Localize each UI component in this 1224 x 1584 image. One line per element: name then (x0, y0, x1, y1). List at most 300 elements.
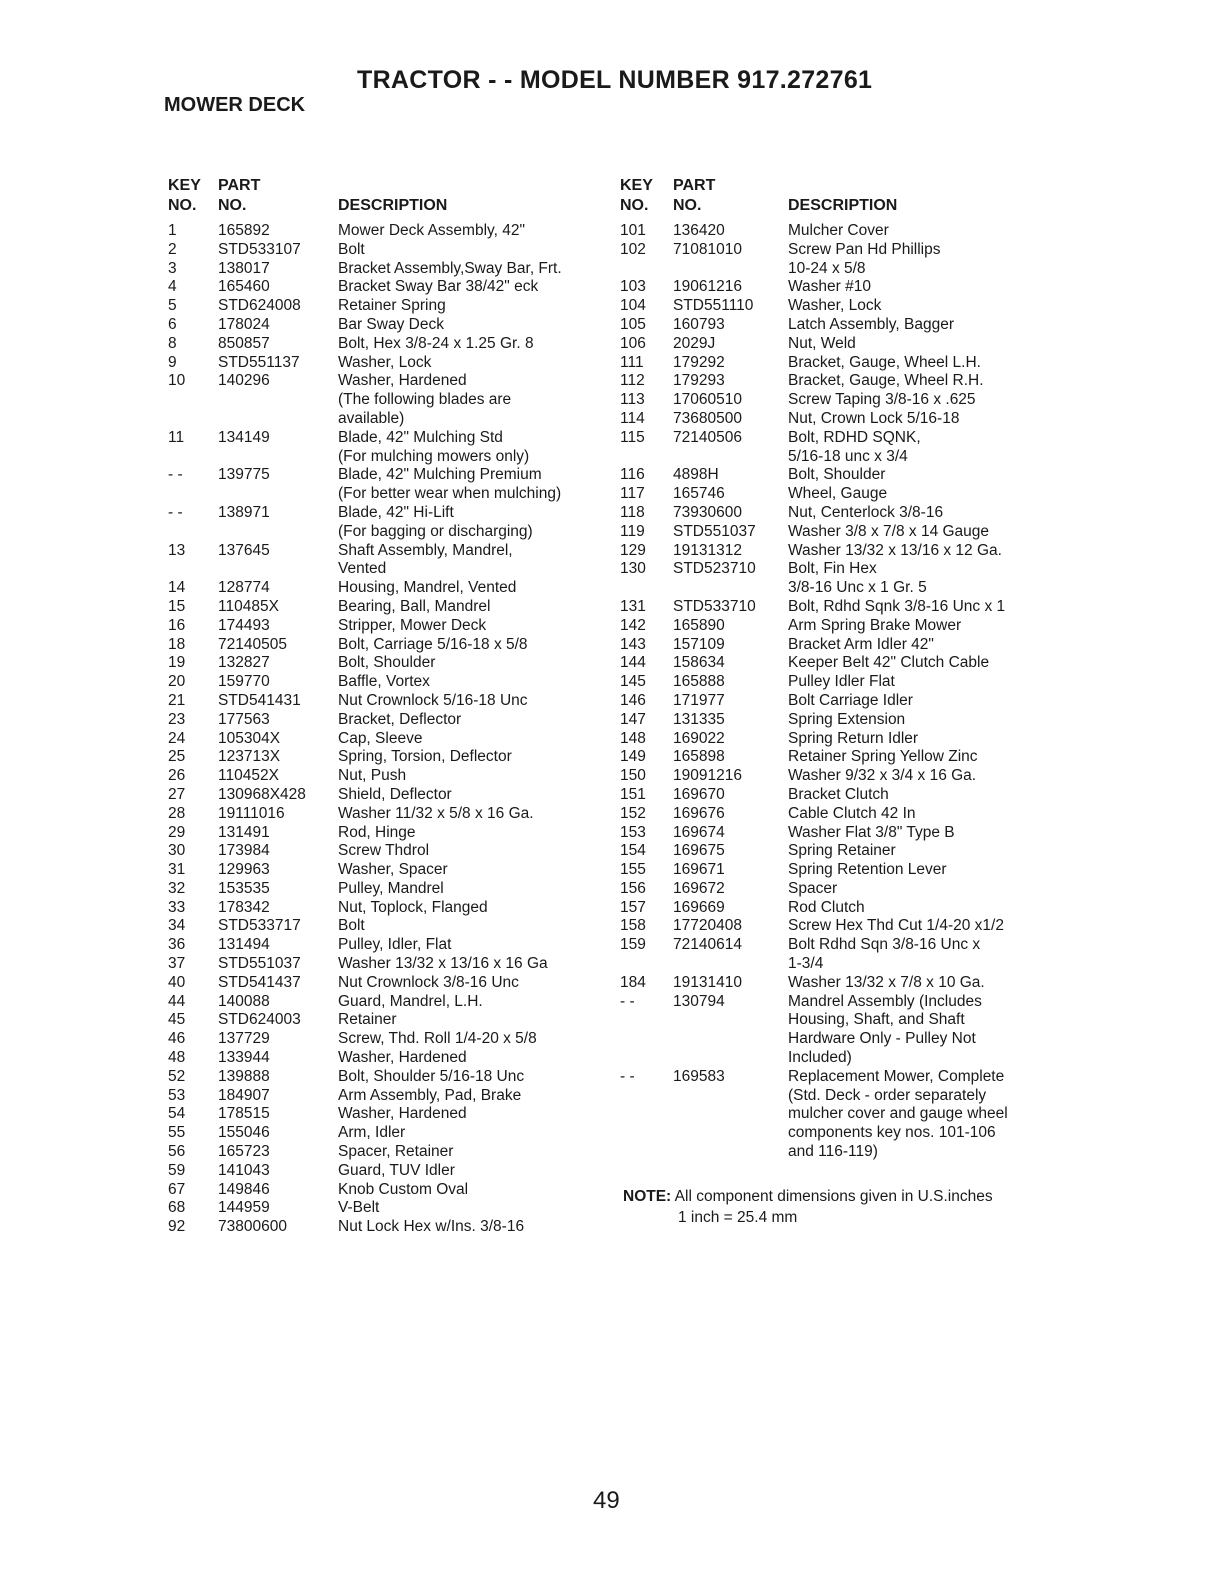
part-number: 17060510 (673, 391, 742, 409)
part-description: Keeper Belt 42" Clutch Cable (788, 654, 990, 672)
part-number: 140296 (218, 372, 270, 390)
key-number: 31 (168, 861, 186, 879)
part-description: Guard, Mandrel, L.H. (338, 992, 483, 1010)
part-description: Screw Pan Hd Phillips 10-24 x 5/8 (788, 240, 941, 277)
part-description: Spring Return Idler (788, 729, 919, 747)
part-number: 184907 (218, 1086, 270, 1104)
key-number: 118 (620, 503, 645, 521)
part-description: Stripper, Mower Deck (338, 616, 487, 634)
column-header-row-1 (168, 176, 608, 196)
key-number: 34 (168, 917, 186, 935)
table-row (620, 993, 1060, 1068)
table-row (168, 466, 608, 504)
key-number: 52 (168, 1067, 186, 1085)
part-description: Nut, Crown Lock 5/16-18 (788, 409, 960, 427)
part-number: 19111016 (218, 804, 285, 822)
key-number: 32 (168, 879, 186, 897)
key-number: 147 (620, 710, 646, 728)
part-number: 169674 (673, 823, 725, 841)
key-number: 148 (620, 729, 646, 747)
key-number: 156 (620, 879, 646, 897)
table-row (168, 278, 608, 297)
key-number: 106 (620, 334, 646, 352)
key-number: 13 (168, 541, 186, 559)
key-number: 145 (620, 673, 646, 691)
table-row (620, 241, 1060, 279)
key-number: 131 (620, 597, 646, 615)
key-number: 152 (620, 804, 646, 822)
part-number: 850857 (218, 334, 270, 352)
table-row (168, 880, 608, 899)
part-description: Bracket Clutch (788, 785, 889, 803)
part-description: Washer 13/32 x 7/8 x 10 Ga. (788, 973, 985, 991)
table-row (168, 786, 608, 805)
key-number: 103 (620, 278, 646, 296)
part-description: Bracket Sway Bar 38/42" eck (338, 278, 539, 296)
part-description: Pulley Idler Flat (788, 673, 895, 691)
key-number: 130 (620, 560, 646, 578)
table-row (168, 1162, 608, 1181)
part-description: Bolt, Hex 3/8-24 x 1.25 Gr. 8 (338, 334, 534, 352)
table-row (620, 504, 1060, 523)
key-number: 92 (168, 1218, 186, 1236)
table-row (620, 429, 1060, 467)
part-number: 169583 (673, 1067, 725, 1085)
table-row (620, 636, 1060, 655)
part-number: STD624003 (218, 1011, 301, 1029)
table-row (620, 692, 1060, 711)
part-description: Mower Deck Assembly, 42" (338, 222, 525, 239)
table-row (620, 899, 1060, 918)
key-number: 102 (620, 240, 646, 258)
part-number: 178515 (218, 1105, 270, 1123)
key-number: 56 (168, 1143, 186, 1161)
column-header-row-1 (620, 176, 1060, 196)
table-row (168, 767, 608, 786)
part-number: 178342 (218, 898, 270, 916)
table-row (620, 805, 1060, 824)
table-row (620, 297, 1060, 316)
part-number: 165890 (673, 616, 725, 634)
key-number: 105 (620, 315, 646, 333)
key-number: 24 (168, 729, 186, 747)
column-header-row-2 (168, 196, 608, 222)
part-number: 130794 (673, 992, 725, 1010)
part-number: 131494 (218, 936, 270, 954)
part-description: Bolt, Shoulder (338, 654, 436, 672)
part-description: Spring Extension (788, 710, 906, 728)
part-number: 165898 (673, 748, 725, 766)
parts-list-right (620, 176, 1060, 1162)
key-number: 112 (620, 372, 645, 390)
column-header-row-2 (620, 196, 1060, 222)
part-number: 132827 (218, 654, 270, 672)
part-number: 73930600 (673, 503, 742, 521)
note-text: All component dimensions given in U.S.inches (674, 1188, 993, 1205)
part-description: Rod Clutch (788, 898, 865, 916)
table-row (620, 861, 1060, 880)
table-row (620, 560, 1060, 598)
table-row (168, 1124, 608, 1143)
table-row (620, 730, 1060, 749)
part-number: 128774 (218, 579, 270, 597)
table-row (168, 316, 608, 335)
part-description: Nut, Toplock, Flanged (338, 898, 488, 916)
key-number: 25 (168, 748, 186, 766)
table-row (168, 917, 608, 936)
part-description: Bolt (338, 240, 365, 258)
key-number: 26 (168, 767, 186, 785)
part-number: 123713X (218, 748, 281, 766)
part-number: 179293 (673, 372, 725, 390)
part-description: Bolt, Rdhd Sqnk 3/8-16 Unc x 1 (788, 597, 1006, 615)
part-description: Replacement Mower, Complete (Std. Deck - order separately mulcher cover and gauge wheel components key nos. 101-106 and 116-119) (788, 1067, 1008, 1161)
key-number: 184 (620, 973, 646, 991)
part-number: 169675 (673, 842, 725, 860)
part-description: Bolt, Carriage 5/16-18 x 5/8 (338, 635, 528, 653)
table-row (168, 824, 608, 843)
table-row (168, 899, 608, 918)
part-description: Shaft Assembly, Mandrel, Vented (338, 541, 513, 578)
key-number: 30 (168, 842, 186, 860)
table-row (168, 861, 608, 880)
part-description: Mandrel Assembly (Includes Housing, Shaft, and Shaft Hardware Only - Pulley Not Included) (788, 992, 982, 1067)
key-number: 154 (620, 842, 646, 860)
part-description: Bolt Carriage Idler (788, 691, 913, 709)
key-number: 115 (620, 428, 645, 446)
part-number: 153535 (218, 879, 270, 897)
table-row (620, 917, 1060, 936)
table-row (168, 1030, 608, 1049)
table-row (168, 692, 608, 711)
part-number: 105304X (218, 729, 281, 747)
part-description: Pulley, Idler, Flat (338, 936, 452, 954)
part-description: Wheel, Gauge (788, 485, 888, 503)
part-number: 72140614 (673, 936, 742, 954)
part-description: Bracket Assembly,Sway Bar, Frt. (338, 259, 562, 277)
key-number: 15 (168, 597, 186, 615)
key-number: 40 (168, 973, 186, 991)
table-row (620, 372, 1060, 391)
part-description: Washer 3/8 x 7/8 x 14 Gauge (788, 522, 990, 540)
part-description: Bearing, Ball, Mandrel (338, 597, 491, 615)
part-description: Washer, Hardened (The following blades are available) (338, 372, 512, 427)
part-number: 149846 (218, 1180, 270, 1198)
table-row (168, 222, 608, 241)
key-number: 129 (620, 541, 646, 559)
part-number: 165888 (673, 673, 725, 691)
key-number: 28 (168, 804, 186, 822)
table-row (620, 410, 1060, 429)
key-number: 29 (168, 823, 186, 841)
table-row (168, 1068, 608, 1087)
part-description: Retainer Spring (338, 297, 446, 315)
section-title: MOWER DECK (164, 94, 306, 116)
part-description: Blade, 42" Hi-Lift (For bagging or discharging) (338, 503, 533, 540)
part-number: STD551037 (218, 955, 301, 973)
table-row (168, 617, 608, 636)
part-description: Arm Spring Brake Mower (788, 616, 962, 634)
part-number: STD624008 (218, 297, 301, 315)
part-number: 110452X (218, 767, 279, 785)
key-number: 158 (620, 917, 646, 935)
part-number: 131335 (673, 710, 725, 728)
no-label: NO. (218, 197, 247, 214)
key-number: 16 (168, 616, 186, 634)
part-description: Bolt Rdhd Sqn 3/8-16 Unc x 1-3/4 (788, 936, 981, 973)
part-description: Pulley, Mandrel (338, 879, 444, 897)
table-row (168, 1105, 608, 1124)
part-description: Bracket, Gauge, Wheel L.H. (788, 353, 981, 371)
part-number: 165892 (218, 222, 270, 239)
part-number: STD551037 (673, 522, 756, 540)
key-number: 151 (620, 785, 646, 803)
key-number: 19 (168, 654, 186, 672)
part-number: 19131410 (673, 973, 742, 991)
table-row (168, 260, 608, 279)
table-row (620, 316, 1060, 335)
part-description: Spacer (788, 879, 838, 897)
part-number: STD541437 (218, 973, 301, 991)
part-number: 136420 (673, 222, 725, 239)
part-description: Cable Clutch 42 In (788, 804, 916, 822)
key-number: 159 (620, 936, 646, 954)
key-number: 3 (168, 259, 177, 277)
part-description: Bracket Arm Idler 42" (788, 635, 934, 653)
part-description: Spring, Torsion, Deflector (338, 748, 512, 766)
table-row (168, 1049, 608, 1068)
key-number: 8 (168, 334, 177, 352)
key-number: 143 (620, 635, 646, 653)
table-row (620, 880, 1060, 899)
part-number: 19091216 (673, 767, 742, 785)
part-description: Washer, Spacer (338, 861, 448, 879)
key-number: 113 (620, 391, 645, 409)
part-number: 140088 (218, 992, 270, 1010)
part-number: STD551110 (673, 297, 754, 315)
part-label: PART (218, 177, 261, 194)
table-row (620, 786, 1060, 805)
key-number: 68 (168, 1199, 186, 1217)
part-number: STD533717 (218, 917, 301, 935)
part-description: Washer 9/32 x 3/4 x 16 Ga. (788, 767, 977, 785)
part-number: 138971 (218, 503, 270, 521)
key-number: 119 (620, 522, 645, 540)
part-number: 169022 (673, 729, 725, 747)
key-number: 55 (168, 1124, 186, 1142)
part-description: Baffle, Vortex (338, 673, 430, 691)
part-description: Nut, Push (338, 767, 407, 785)
no-label: NO. (168, 197, 197, 214)
key-number: 33 (168, 898, 186, 916)
part-number: 141043 (218, 1161, 270, 1179)
key-number: 144 (620, 654, 646, 672)
table-row (620, 354, 1060, 373)
page-title: TRACTOR - - MODEL NUMBER 917.272761 (357, 66, 873, 94)
key-number: 117 (620, 485, 645, 503)
part-number: 138017 (218, 259, 270, 277)
table-row (168, 579, 608, 598)
key-number: 44 (168, 992, 186, 1010)
part-number: 155046 (218, 1124, 270, 1142)
part-number: 139888 (218, 1067, 270, 1085)
part-description: Retainer Spring Yellow Zinc (788, 748, 978, 766)
key-number: 36 (168, 936, 186, 954)
part-number: 72140505 (218, 635, 287, 653)
table-row (168, 504, 608, 542)
part-number: 159770 (218, 673, 270, 691)
part-number: STD533107 (218, 240, 301, 258)
key-number: 67 (168, 1180, 186, 1198)
key-number: - - (620, 1067, 635, 1085)
table-row (620, 617, 1060, 636)
table-row (620, 842, 1060, 861)
part-description: Screw Taping 3/8-16 x .625 (788, 391, 976, 409)
key-number: 153 (620, 823, 646, 841)
key-number: 111 (620, 353, 644, 371)
table-row (620, 542, 1060, 561)
part-description: Arm, Idler (338, 1124, 406, 1142)
table-row (620, 391, 1060, 410)
part-description: Nut, Centerlock 3/8-16 (788, 503, 944, 521)
part-number: 158634 (673, 654, 725, 672)
part-number: 129963 (218, 861, 270, 879)
part-number: 165723 (218, 1143, 270, 1161)
table-row (168, 673, 608, 692)
key-number: 53 (168, 1086, 186, 1104)
part-number: STD533710 (673, 597, 756, 615)
key-number: 155 (620, 861, 646, 879)
table-row (620, 673, 1060, 692)
key-number: 18 (168, 635, 186, 653)
part-number: 160793 (673, 315, 725, 333)
part-description: Washer 11/32 x 5/8 x 16 Ga. (338, 804, 534, 822)
part-description: Bracket, Deflector (338, 710, 462, 728)
table-row (168, 241, 608, 260)
table-row (620, 598, 1060, 617)
part-number: 179292 (673, 353, 725, 371)
part-number: 72140506 (673, 428, 742, 446)
part-description: Washer Flat 3/8" Type B (788, 823, 955, 841)
page-number: 49 (593, 1487, 620, 1514)
part-description: Washer #10 (788, 278, 871, 296)
table-row (168, 636, 608, 655)
part-number: 169671 (673, 861, 725, 879)
table-row (168, 598, 608, 617)
part-number: 165746 (673, 485, 725, 503)
note-conversion: 1 inch = 25.4 mm (678, 1209, 798, 1226)
part-number: 134149 (218, 428, 270, 446)
table-row (620, 974, 1060, 993)
part-description: Screw Hex Thd Cut 1/4-20 x1/2 (788, 917, 1004, 935)
part-number: 130968X428 (218, 785, 306, 803)
key-number: 10 (168, 372, 186, 390)
key-number: 20 (168, 673, 186, 691)
key-number: 1 (168, 222, 177, 239)
key-number: 101 (620, 222, 646, 239)
key-number: 157 (620, 898, 646, 916)
no-label: NO. (673, 197, 702, 214)
table-row (620, 222, 1060, 241)
part-number: STD551137 (218, 353, 300, 371)
part-description: Washer 13/32 x 13/16 x 16 Ga (338, 955, 548, 973)
note-label: NOTE: (623, 1188, 672, 1205)
part-number: STD541431 (218, 691, 301, 709)
part-number: 2029J (673, 334, 716, 352)
table-row (620, 748, 1060, 767)
table-row (168, 955, 608, 974)
part-description: Bolt, Fin Hex 3/8-16 Unc x 1 Gr. 5 (788, 560, 927, 597)
part-description: Washer, Lock (788, 297, 882, 315)
part-description: Knob Custom Oval (338, 1180, 469, 1198)
part-number: 137729 (218, 1030, 270, 1048)
key-number: 142 (620, 616, 646, 634)
parts-rows-left (168, 222, 608, 1237)
table-row (620, 278, 1060, 297)
table-row (168, 1143, 608, 1162)
description-label: DESCRIPTION (788, 197, 898, 214)
key-number: 150 (620, 767, 646, 785)
key-number: 5 (168, 297, 177, 315)
part-description: Arm Assembly, Pad, Brake (338, 1086, 522, 1104)
part-number: 19061216 (673, 278, 742, 296)
key-label: KEY (168, 177, 201, 194)
key-number: 116 (620, 466, 645, 484)
part-description: Spring Retainer (788, 842, 896, 860)
part-description: Nut Crownlock 3/8-16 Unc (338, 973, 519, 991)
part-number: 139775 (218, 466, 270, 484)
part-description: Screw, Thd. Roll 1/4-20 x 5/8 (338, 1030, 537, 1048)
part-number: 144959 (218, 1199, 270, 1217)
part-description: Washer 13/32 x 13/16 x 12 Ga. (788, 541, 1002, 559)
part-description: Washer, Lock (338, 353, 432, 371)
table-row (168, 654, 608, 673)
key-number: - - (620, 992, 635, 1010)
part-description: Nut Crownlock 5/16-18 Unc (338, 691, 528, 709)
part-number: 177563 (218, 710, 270, 728)
part-description: Nut, Weld (788, 334, 856, 352)
description-label: DESCRIPTION (338, 197, 448, 214)
key-number: - - (168, 503, 183, 521)
table-row (168, 542, 608, 580)
table-row (620, 523, 1060, 542)
key-number: 37 (168, 955, 186, 973)
part-description: Bolt, Shoulder 5/16-18 Unc (338, 1067, 525, 1085)
parts-rows-right (620, 222, 1060, 1162)
key-number: 6 (168, 315, 177, 333)
table-row (168, 993, 608, 1012)
part-number: 133944 (218, 1049, 270, 1067)
dimension-note (623, 1186, 993, 1228)
part-number: 73680500 (673, 409, 742, 427)
part-description: Rod, Hinge (338, 823, 416, 841)
part-description: Housing, Mandrel, Vented (338, 579, 517, 597)
key-label: KEY (620, 177, 653, 194)
part-description: Nut Lock Hex w/Ins. 3/8-16 (338, 1218, 525, 1236)
table-row (168, 372, 608, 428)
table-row (168, 974, 608, 993)
table-row (168, 1218, 608, 1237)
part-number: 171977 (673, 691, 725, 709)
part-number: 165460 (218, 278, 270, 296)
key-number: 48 (168, 1049, 186, 1067)
table-row (168, 711, 608, 730)
key-number: 14 (168, 579, 186, 597)
part-number: 169670 (673, 785, 725, 803)
part-description: Bracket, Gauge, Wheel R.H. (788, 372, 984, 390)
table-row (620, 485, 1060, 504)
part-number: 71081010 (673, 240, 742, 258)
